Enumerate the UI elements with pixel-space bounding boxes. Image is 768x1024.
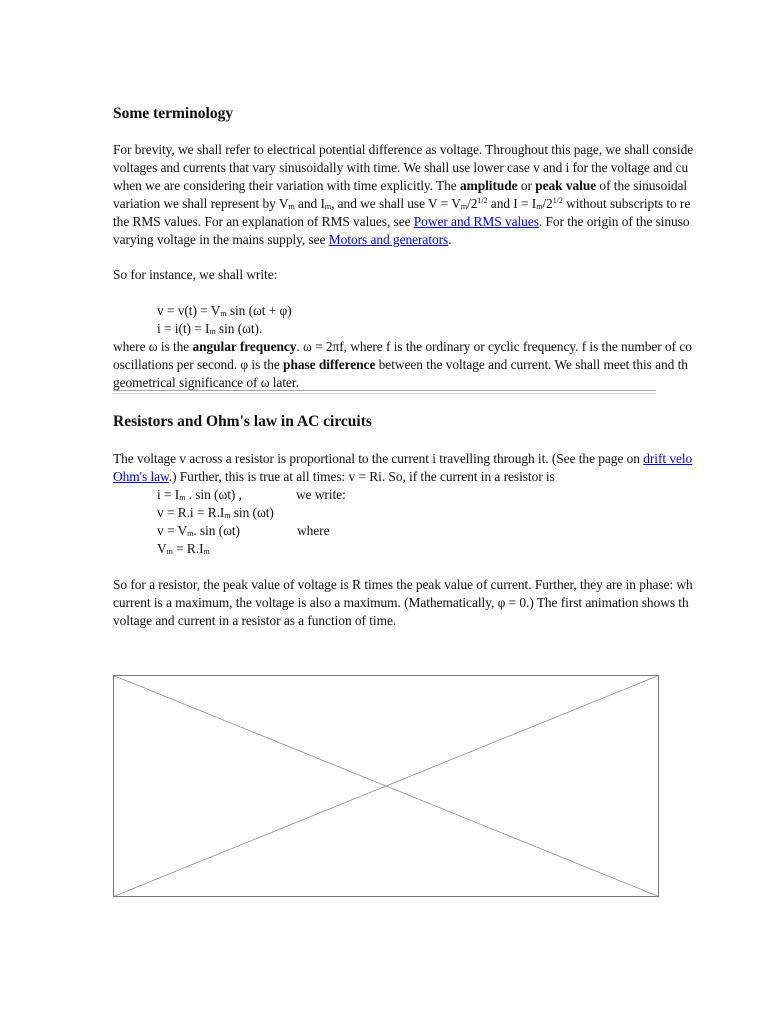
equation-note: where (297, 523, 330, 538)
link-ohms-law[interactable]: Ohm's law (113, 469, 169, 484)
paragraph-line: So for instance, we shall write: (113, 267, 278, 282)
paragraph-line: So for a resistor, the peak value of voltage is R times the peak value of current. Further, they are in phase: wh (113, 577, 693, 592)
term-amplitude: amplitude (459, 178, 518, 193)
paragraph-line: voltage and current in a resistor as a function of time. (113, 613, 397, 628)
paragraph-line: variation we shall represent by $V_m$ and $I_m$, and we shall use $V = V_m/2^{1/2}$ and $I = I_m/2^{1/2}$ without subscripts to re (113, 196, 691, 211)
paragraph-line: The voltage v across a resistor is proportional to the current i travelling through it. (See the page on drift velo (113, 451, 693, 466)
paragraph-line: where ω is the angular frequency. ω = 2πf, where f is the ordinary or cyclic frequency. f is the number of co (113, 339, 692, 354)
link-drift-velocity[interactable]: drift velo (643, 451, 693, 466)
paragraph-line: For brevity, we shall refer to electrical potential difference as voltage. Throughout this page, we shall conside (113, 142, 694, 157)
term-angular-frequency: angular frequency (192, 339, 297, 354)
equation-voltage-peak: $v = V_m$. sin (ωt) (157, 523, 240, 538)
broken-image-icon (113, 675, 659, 897)
horizontal-rule (113, 390, 656, 394)
equation-voltage: $v = v(t) = V_m$ sin (ωt + φ) (157, 303, 292, 318)
equation-voltage-resistor: $v = R.i = R.I_m$ sin (ωt) (157, 505, 274, 520)
paragraph-line: the RMS values. For an explanation of RMS values, see Power and RMS values. For the origin of the sinuso (113, 214, 690, 229)
equation-current: $i = i(t) = I_m$ sin (ωt). (157, 321, 263, 336)
paragraph-line: oscillations per second. φ is the phase difference between the voltage and current. We shall meet this and th (113, 357, 688, 372)
paragraph-line: geometrical significance of ω later. (113, 375, 299, 390)
equation-current-resistor: $i = I_m$ . sin (ωt) , (157, 487, 242, 502)
section-heading-terminology: Some terminology (113, 105, 234, 122)
paragraph-line: Ohm's law.) Further, this is true at all times: v = Ri. So, if the current in a resistor is (113, 469, 555, 484)
term-peak-value: peak value (535, 178, 597, 193)
term-phase-difference: phase difference (283, 357, 376, 372)
paragraph-line: current is a maximum, the voltage is also a maximum. (Mathematically, φ = 0.) The first animation shows th (113, 595, 689, 610)
section-heading-ohms-law: Resistors and Ohm's law in AC circuits (113, 413, 372, 430)
paragraph-line: when we are considering their variation with time explicitly. The amplitude or peak value of the sinusoidal (113, 178, 688, 193)
equation-peak-relation: $V_m = R.I_m$ (157, 541, 210, 556)
link-motors-generators[interactable]: Motors and generators (328, 232, 449, 247)
paragraph-line: varying voltage in the mains supply, see Motors and generators. (113, 232, 452, 247)
paragraph-line: voltages and currents that vary sinusoidally with time. We shall use lower case v and i for the voltage and cu (113, 160, 689, 175)
link-power-rms[interactable]: Power and RMS values (413, 214, 539, 229)
equation-note: we write: (296, 487, 346, 502)
animation-placeholder (113, 675, 659, 897)
